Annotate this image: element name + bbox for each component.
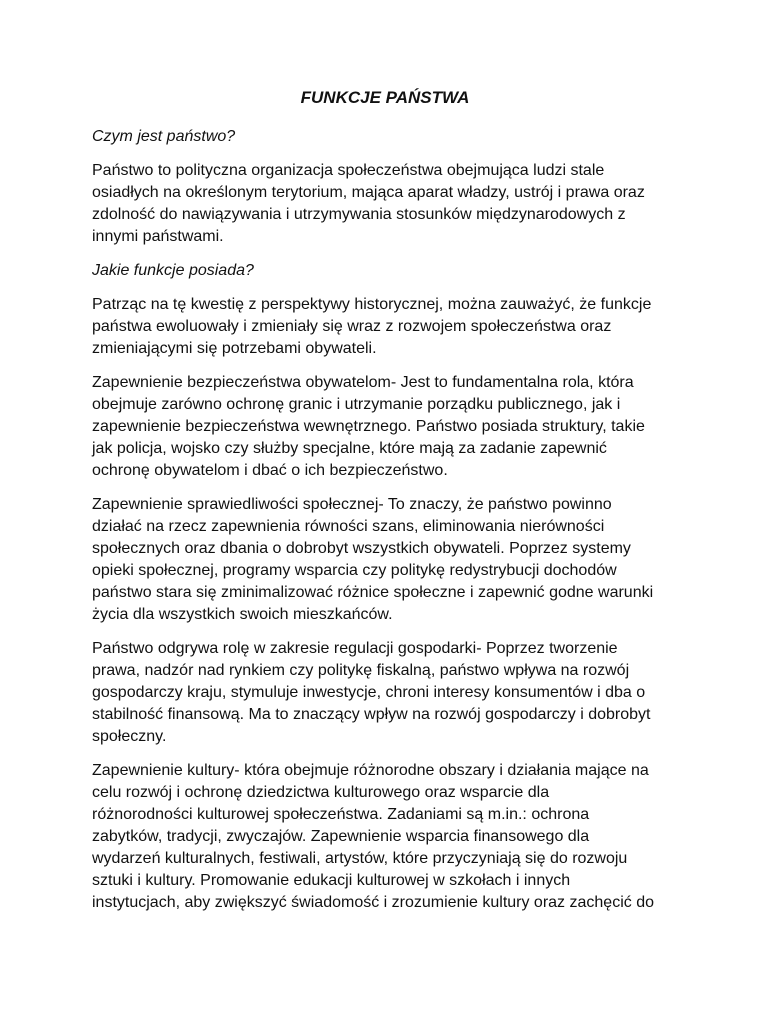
paragraph-line: różnorodności kulturowej społeczeństwa. Zadaniami są m.in.: ochrona <box>92 806 590 823</box>
paragraph-line: sztuki i kultury. Promowanie edukacji kulturowej w szkołach i innych <box>92 872 571 889</box>
paragraph-line: Państwo to polityczna organizacja społeczeństwa obejmująca ludzi stale <box>92 162 605 179</box>
paragraph-line: zabytków, tradycji, zwyczajów. Zapewnienie wsparcia finansowego dla <box>92 828 590 845</box>
paragraph-line: zmieniającymi się potrzebami obywateli. <box>92 340 377 357</box>
paragraph-line: wydarzeń kulturalnych, festiwali, artystów, które przyczyniają się do rozwoju <box>92 850 628 867</box>
paragraph-line: społeczny. <box>92 728 167 745</box>
paragraph-line: ochronę obywatelom i dbać o ich bezpieczeństwo. <box>92 462 448 479</box>
paragraph-line: państwo stara się zminimalizować różnice społeczne i zapewnić godne warunki <box>92 584 654 601</box>
paragraph-line: prawa, nadzór nad rynkiem czy politykę fiskalną, państwo wpływa na rozwój <box>92 662 630 679</box>
paragraph-line: jak policja, wojsko czy służby specjalne, które mają za zadanie zapewnić <box>92 440 607 457</box>
paragraph-line: Państwo odgrywa rolę w zakresie regulacji gospodarki- Poprzez tworzenie <box>92 640 618 657</box>
paragraph-line: celu rozwój i ochronę dziedzictwa kulturowego oraz wsparcie dla <box>92 784 550 801</box>
paragraph-line: Zapewnienie bezpieczeństwa obywatelom- Jest to fundamentalna rola, która <box>92 374 634 391</box>
paragraph-line: instytucjach, aby zwiększyć świadomość i zrozumienie kultury oraz zachęcić do <box>92 894 654 911</box>
paragraph-line: opieki społecznej, programy wsparcia czy politykę redystrybucji dochodów <box>92 562 617 579</box>
paragraph-line: stabilność finansową. Ma to znaczący wpływ na rozwój gospodarczy i dobrobyt <box>92 706 651 723</box>
paragraph-line: Zapewnienie sprawiedliwości społecznej- To znaczy, że państwo powinno <box>92 496 612 513</box>
paragraph-line: zdolność do nawiązywania i utrzymywania stosunków międzynarodowych z <box>92 206 626 223</box>
question-what-is-state: Czym jest państwo? <box>92 128 236 145</box>
paragraph-line: Zapewnienie kultury- która obejmuje różnorodne obszary i działania mające na <box>92 762 649 779</box>
document-title: FUNKCJE PAŃSTWA <box>300 88 470 107</box>
paragraph-line: społecznych oraz dbania o dobrobyt wszystkich obywateli. Poprzez systemy <box>92 540 631 557</box>
paragraph-line: państwa ewoluowały i zmieniały się wraz z rozwojem społeczeństwa oraz <box>92 318 612 335</box>
paragraph-line: Patrząc na tę kwestię z perspektywy historycznej, można zauważyć, że funkcje <box>92 296 652 313</box>
paragraph-security <box>92 372 678 482</box>
paragraph-line: osiadłych na określonym terytorium, mająca aparat władzy, ustrój i prawa oraz <box>92 184 645 201</box>
paragraph-line: gospodarczy kraju, stymuluje inwestycje, chroni interesy konsumentów i dba o <box>92 684 646 701</box>
paragraph-economy <box>92 638 678 748</box>
paragraph-line: życia dla wszystkich swoich mieszkańców. <box>92 606 393 623</box>
paragraph-historical <box>92 294 678 360</box>
paragraph-social-justice <box>92 494 678 626</box>
paragraph-line: innymi państwami. <box>92 228 224 245</box>
paragraph-line: obejmuje zarówno ochronę granic i utrzymanie porządku publicznego, jak i <box>92 396 621 413</box>
paragraph-line: zapewnienie bezpieczeństwa wewnętrznego. Państwo posiada struktury, takie <box>92 418 645 435</box>
paragraph-definition <box>92 160 678 248</box>
question-functions: Jakie funkcje posiada? <box>92 262 254 279</box>
paragraph-culture <box>92 760 678 914</box>
paragraph-line: działać na rzecz zapewnienia równości szans, eliminowania nierówności <box>92 518 605 535</box>
